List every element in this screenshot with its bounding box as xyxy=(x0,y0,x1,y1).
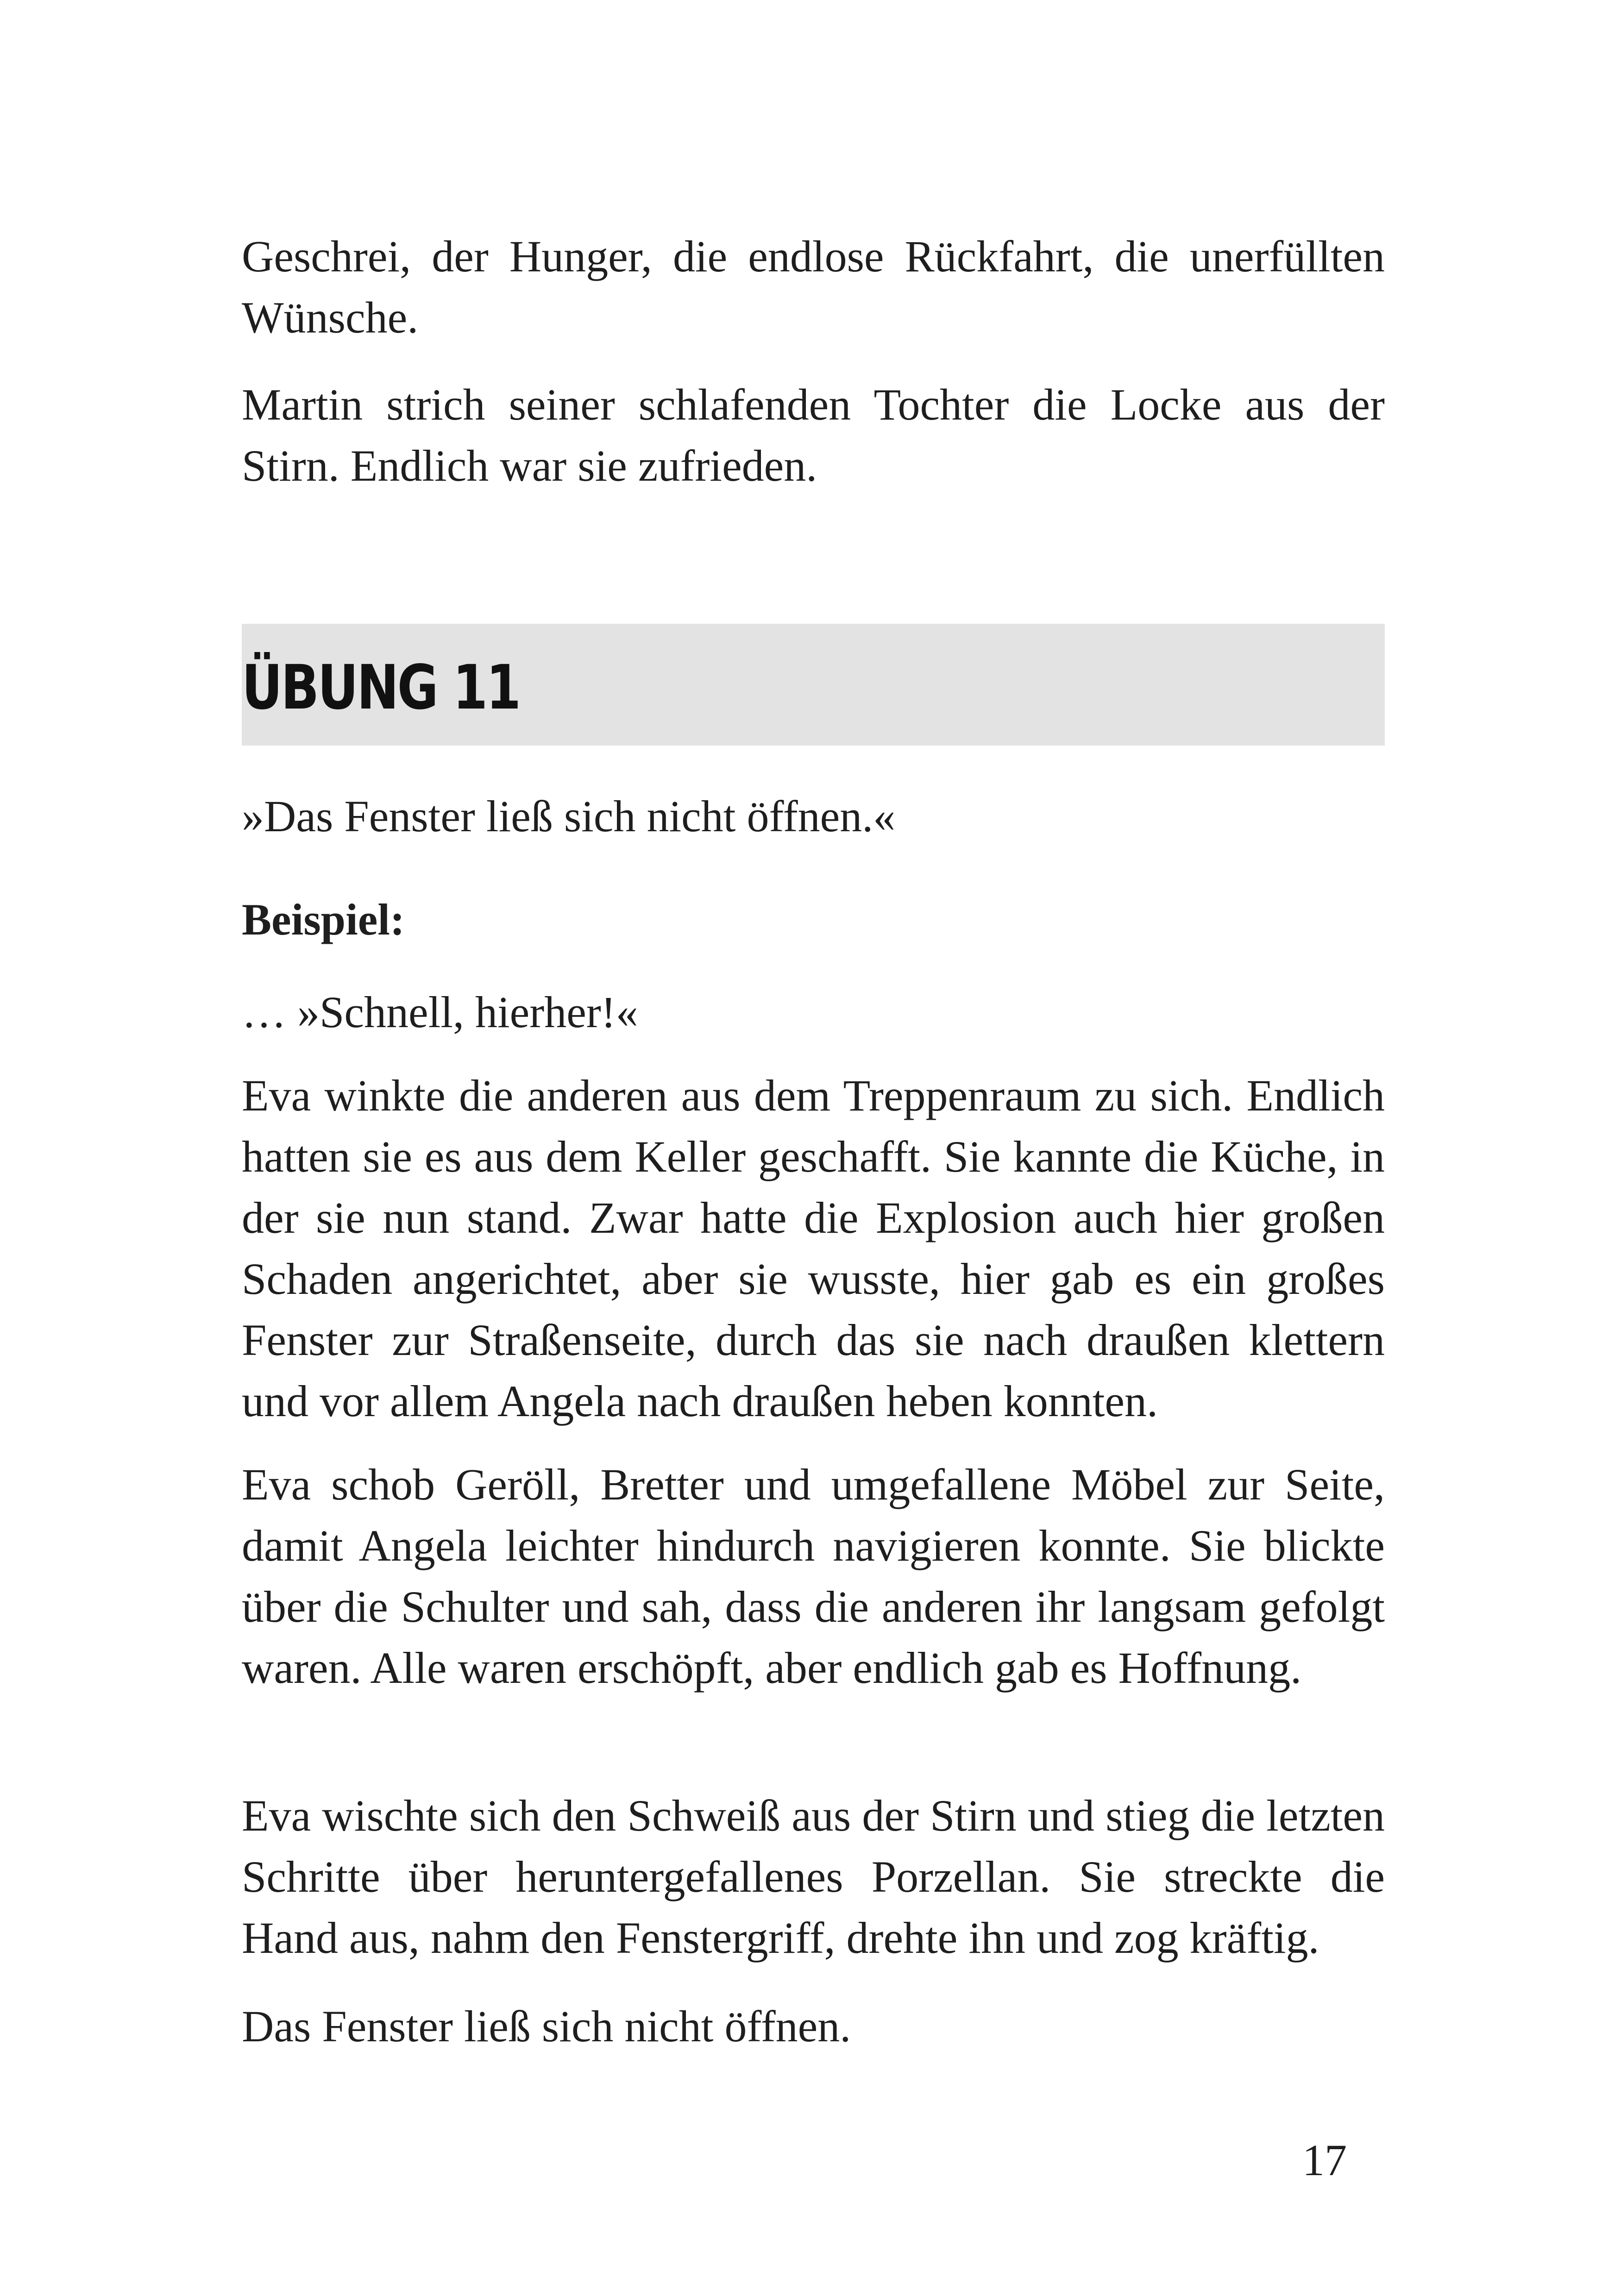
example-paragraph-4: Das Fenster ließ sich nicht öffnen. xyxy=(242,2001,851,2051)
intro-paragraph-2: Martin strich seiner schlafenden Tochter die Locke aus der Stirn. Endlich war sie zufrieden. xyxy=(242,380,1385,490)
example-label: Beispiel: xyxy=(242,895,405,944)
example-paragraph-3: Eva wischte sich den Schweiß aus der Stirn und stieg die letzten Schritte über heruntergefallenes Porzellan. Sie streckte die Hand aus, nahm den Fenstergriff, drehte ihn und zog kräftig. xyxy=(242,1791,1385,1963)
example-opening: … »Schnell, hierher!« xyxy=(242,987,638,1037)
exercise-heading: ÜBUNG 11 xyxy=(242,652,520,723)
intro-paragraph-1: Geschrei, der Hunger, die endlose Rückfahrt, die unerfüllten Wünsche. xyxy=(242,232,1385,342)
example-paragraph-1: Eva winkte die anderen aus dem Treppenraum zu sich. Endlich hatten sie es aus dem Keller geschafft. Sie kannte die Küche, in der sie nun stand. Zwar hatte die Explosion auch hier großen Schaden angerichtet, aber sie wusste, hier gab es ein großes Fenster zur Straßenseite, durch das sie nach draußen klettern und vor allem Angela nach draußen heben konnten. xyxy=(242,1071,1385,1426)
exercise-prompt: »Das Fenster ließ sich nicht öffnen.« xyxy=(242,791,896,841)
example-paragraph-2: Eva schob Geröll, Bretter und umgefallene Möbel zur Seite, damit Angela leichter hindurch navigieren konnte. Sie blickte über die Schulter und sah, dass die anderen ihr langsam gefolgt waren. Alle waren erschöpft, aber endlich gab es Hoffnung. xyxy=(242,1460,1385,1693)
page-number: 17 xyxy=(1302,2135,1347,2185)
